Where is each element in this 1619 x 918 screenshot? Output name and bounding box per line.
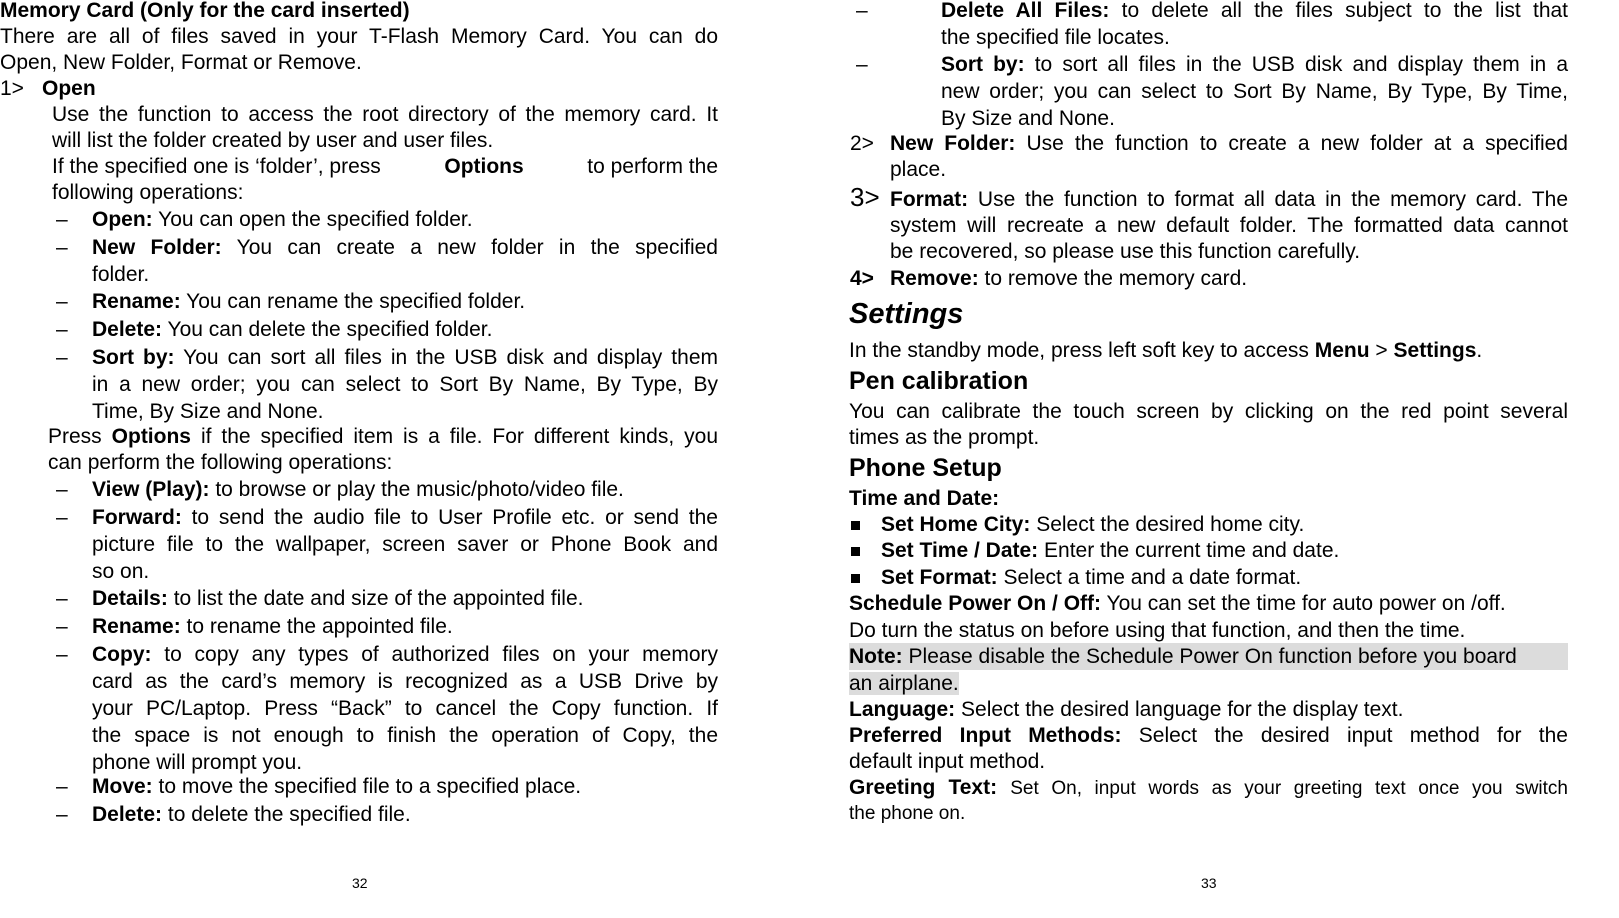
item-3-line-3: be recovered, so please use this function carefully.: [890, 240, 1361, 263]
operation-line: Delete: to delete the specified file.: [92, 803, 411, 826]
item-3-number: 3>: [850, 182, 880, 212]
intro-line-2: Open, New Folder, Format or Remove.: [0, 51, 362, 74]
operation-line: New Folder: You can create a new folder in the specified: [92, 236, 718, 259]
folder-intro: If the specified one is ‘folder’, press Options to perform the: [52, 155, 718, 178]
greeting-line-1: Greeting Text: Set On, input words as your greeting text once you switch: [849, 776, 1568, 799]
operation-line: your PC/Laptop. Press “Back” to cancel the Copy function. If: [92, 697, 718, 720]
dash-bullet-icon: –: [56, 208, 68, 231]
operation-line: Sort by: You can sort all files in the USB disk and display them: [92, 346, 718, 369]
time-date-item: Set Home City: Select the desired home city.: [881, 513, 1305, 536]
dash-bullet-icon: –: [56, 346, 68, 369]
operation-line: card as the card’s memory is recognized as a USB Drive by: [92, 670, 718, 693]
settings-intro: In the standby mode, press left soft key to access Menu > Settings.: [849, 339, 1483, 362]
phone-setup-heading: Phone Setup: [849, 454, 1002, 482]
dash-bullet-icon: –: [856, 53, 868, 76]
operation-line: Open: You can open the specified folder.: [92, 208, 473, 231]
operation-line: the specified file locates.: [941, 26, 1170, 49]
input-methods-line-2: default input method.: [849, 750, 1046, 773]
operation-line: Rename: You can rename the specified folder.: [92, 290, 526, 313]
item-2-line-2: place.: [890, 158, 947, 181]
operation-line: so on.: [92, 560, 150, 583]
operation-line: By Size and None.: [941, 107, 1115, 130]
operation-line: Rename: to rename the appointed file.: [92, 615, 453, 638]
intro-line-1: There are all of files saved in your T-Flash Memory Card. You can do: [0, 25, 718, 48]
input-methods-line-1: Preferred Input Methods: Select the desired input method for the: [849, 724, 1568, 747]
item-2-number: 2>: [850, 132, 874, 155]
time-date-heading: Time and Date:: [849, 487, 1000, 510]
dash-bullet-icon: –: [56, 775, 68, 798]
square-bullet-icon: [851, 521, 860, 530]
operation-line: Copy: to copy any types of authorized files on your memory: [92, 643, 718, 666]
settings-heading: Settings: [849, 298, 964, 330]
dash-bullet-icon: –: [56, 615, 68, 638]
item-4-line: Remove: to remove the memory card.: [890, 267, 1248, 290]
dash-bullet-icon: –: [56, 318, 68, 341]
file-intro: Press Options if the specified item is a file. For different kinds, you: [48, 425, 718, 448]
open-desc-2: will list the folder created by user and user files.: [52, 129, 494, 152]
dash-bullet-icon: –: [56, 478, 68, 501]
operation-line: phone will prompt you.: [92, 751, 303, 774]
operation-line: in a new order; you can select to Sort By Name, By Type, By: [92, 373, 718, 396]
operation-line: Details: to list the date and size of the appointed file.: [92, 587, 584, 610]
pen-calibration-heading: Pen calibration: [849, 367, 1029, 395]
operation-line: Forward: to send the audio file to User Profile etc. or send the: [92, 506, 718, 529]
pen-text-1: You can calibrate the touch screen by clicking on the red point several: [849, 400, 1568, 423]
item-2-line-1: New Folder: Use the function to create a new folder at a specified: [890, 132, 1568, 155]
operation-line: Delete: You can delete the specified folder.: [92, 318, 493, 341]
operation-line: View (Play): to browse or play the music/photo/video file.: [92, 478, 624, 501]
file-intro-2: can perform the following operations:: [48, 451, 393, 474]
item-3-line-1: Format: Use the function to format all data in the memory card. The: [890, 188, 1568, 211]
dash-bullet-icon: –: [56, 290, 68, 313]
time-date-item: Set Format: Select a time and a date format.: [881, 566, 1302, 589]
language-line: Language: Select the desired language for the display text.: [849, 698, 1404, 721]
note-line-2: an airplane.: [849, 672, 959, 695]
dash-bullet-icon: –: [856, 0, 868, 22]
schedule-line-1: Schedule Power On / Off: You can set the time for auto power on /off.: [849, 592, 1506, 615]
page-number-right: 33: [1201, 875, 1217, 891]
item-4-number: 4>: [850, 267, 874, 290]
dash-bullet-icon: –: [56, 643, 68, 666]
item-3-line-2: system will recreate a new default folder. The formatted data cannot: [890, 214, 1568, 237]
folder-intro-2: following operations:: [52, 181, 244, 204]
dash-bullet-icon: –: [56, 587, 68, 610]
square-bullet-icon: [851, 574, 860, 583]
greeting-line-2: the phone on.: [849, 803, 966, 824]
operation-line: picture file to the wallpaper, screen saver or Phone Book and: [92, 533, 718, 556]
time-date-item: Set Time / Date: Enter the current time and date.: [881, 539, 1340, 562]
page-number-left: 32: [352, 875, 368, 891]
note-line-1: Note: Please disable the Schedule Power On function before you board: [849, 643, 1568, 670]
dash-bullet-icon: –: [56, 236, 68, 259]
item-1-number: 1>: [0, 77, 24, 100]
open-desc-1: Use the function to access the root directory of the memory card. It: [52, 103, 718, 126]
operation-line: Delete All Files: to delete all the files subject to the list that: [941, 0, 1569, 22]
dash-bullet-icon: –: [56, 803, 68, 826]
square-bullet-icon: [851, 547, 860, 556]
operation-line: Sort by: to sort all files in the USB disk and display them in a: [941, 53, 1568, 76]
item-1-label: Open: [42, 77, 96, 100]
dash-bullet-icon: –: [56, 506, 68, 529]
operation-line: the space is not enough to finish the operation of Copy, the: [92, 724, 718, 747]
operation-line: Move: to move the specified file to a specified place.: [92, 775, 582, 798]
schedule-line-2: Do turn the status on before using that function, and then the time.: [849, 619, 1466, 642]
operation-line: Time, By Size and None.: [92, 400, 324, 423]
memory-card-title: Memory Card (Only for the card inserted): [0, 0, 410, 22]
operation-line: folder.: [92, 263, 150, 286]
operation-line: new order; you can select to Sort By Name, By Type, By Time,: [941, 80, 1568, 103]
pen-text-2: times as the prompt.: [849, 426, 1040, 449]
